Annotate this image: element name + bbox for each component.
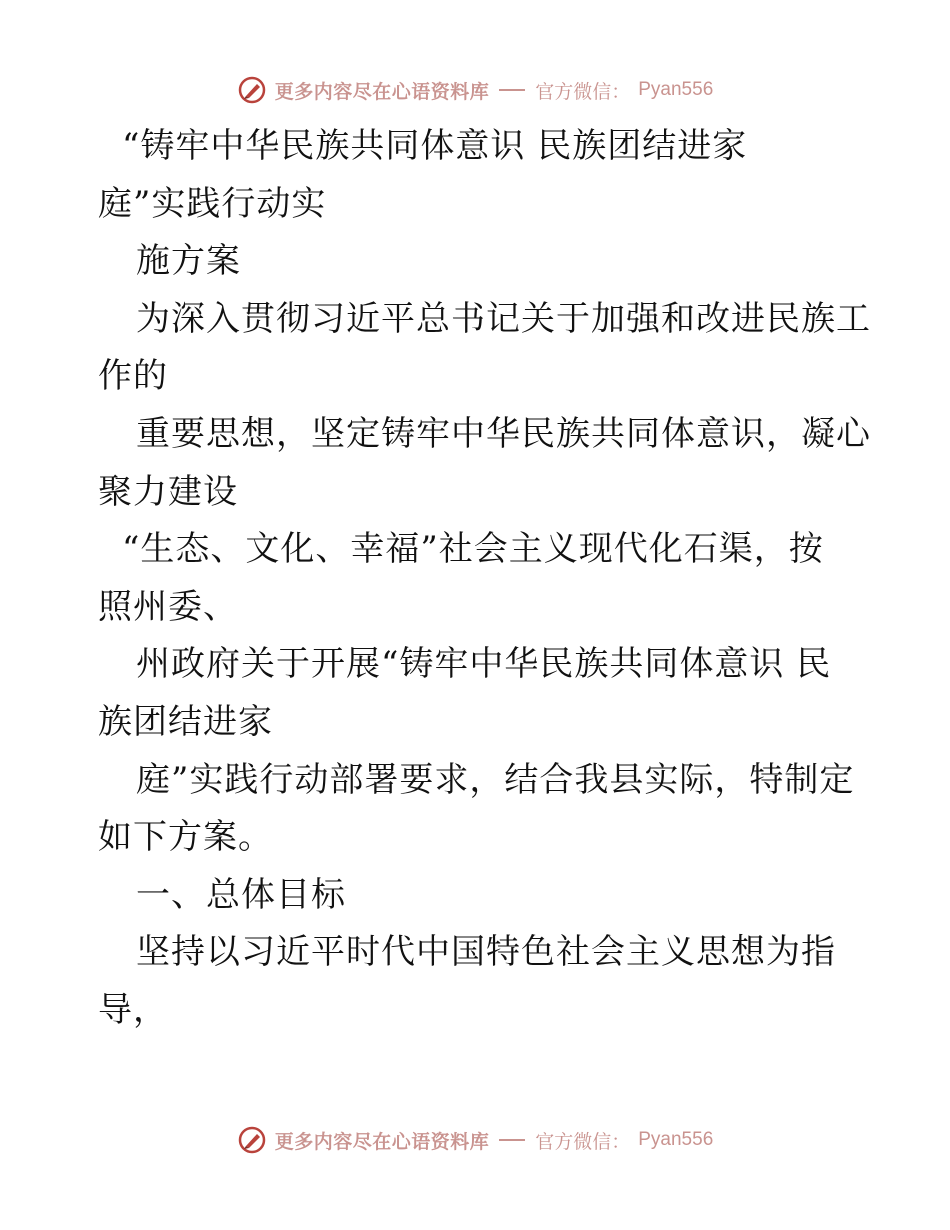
doc-line: 重要思想，坚定铸牢中华民族共同体意识，凝心 <box>136 413 871 454</box>
header-watermark <box>0 70 950 110</box>
doc-line: 庭”实践行动实 <box>98 183 327 224</box>
doc-line: 聚力建设 <box>98 471 238 512</box>
doc-line: 施方案 <box>136 241 241 282</box>
watermark-text: 更多内容尽在心语资料库 <box>274 1130 490 1153</box>
doc-line: “生态、文化、幸福”社会主义现代化石渠，按 <box>122 529 824 570</box>
doc-line: 照州委、 <box>98 586 238 627</box>
doc-line: 作的 <box>98 356 168 397</box>
watermark-separator <box>499 89 525 91</box>
watermark-wechat-id: Pyan556 <box>638 1129 714 1150</box>
watermark-wechat-label: 官方微信： <box>535 80 631 103</box>
doc-line: 州政府关于开展“铸牢中华民族共同体意识 民 <box>136 644 832 685</box>
watermark-separator <box>499 1139 525 1141</box>
watermark-wechat-label: 官方微信： <box>535 1130 631 1153</box>
document-body <box>98 118 871 1040</box>
doc-line: “铸牢中华民族共同体意识 民族团结进家 <box>122 126 748 166</box>
pen-logo-icon <box>237 75 267 105</box>
footer-watermark <box>0 1120 950 1160</box>
doc-line: 族团结进家 <box>98 701 273 742</box>
doc-line: 导， <box>98 989 168 1030</box>
watermark-text: 更多内容尽在心语资料库 <box>274 80 490 103</box>
doc-line: 庭”实践行动部署要求，结合我县实际，特制定 <box>136 759 855 800</box>
doc-line: 坚持以习近平时代中国特色社会主义思想为指 <box>136 932 836 973</box>
doc-line: 如下方案。 <box>98 817 273 858</box>
pen-logo-icon <box>237 1125 267 1155</box>
watermark-wechat-id: Pyan556 <box>638 79 714 100</box>
doc-line: 为深入贯彻习近平总书记关于加强和改进民族工 <box>136 298 871 339</box>
section-heading: 一、总体目标 <box>136 874 346 915</box>
